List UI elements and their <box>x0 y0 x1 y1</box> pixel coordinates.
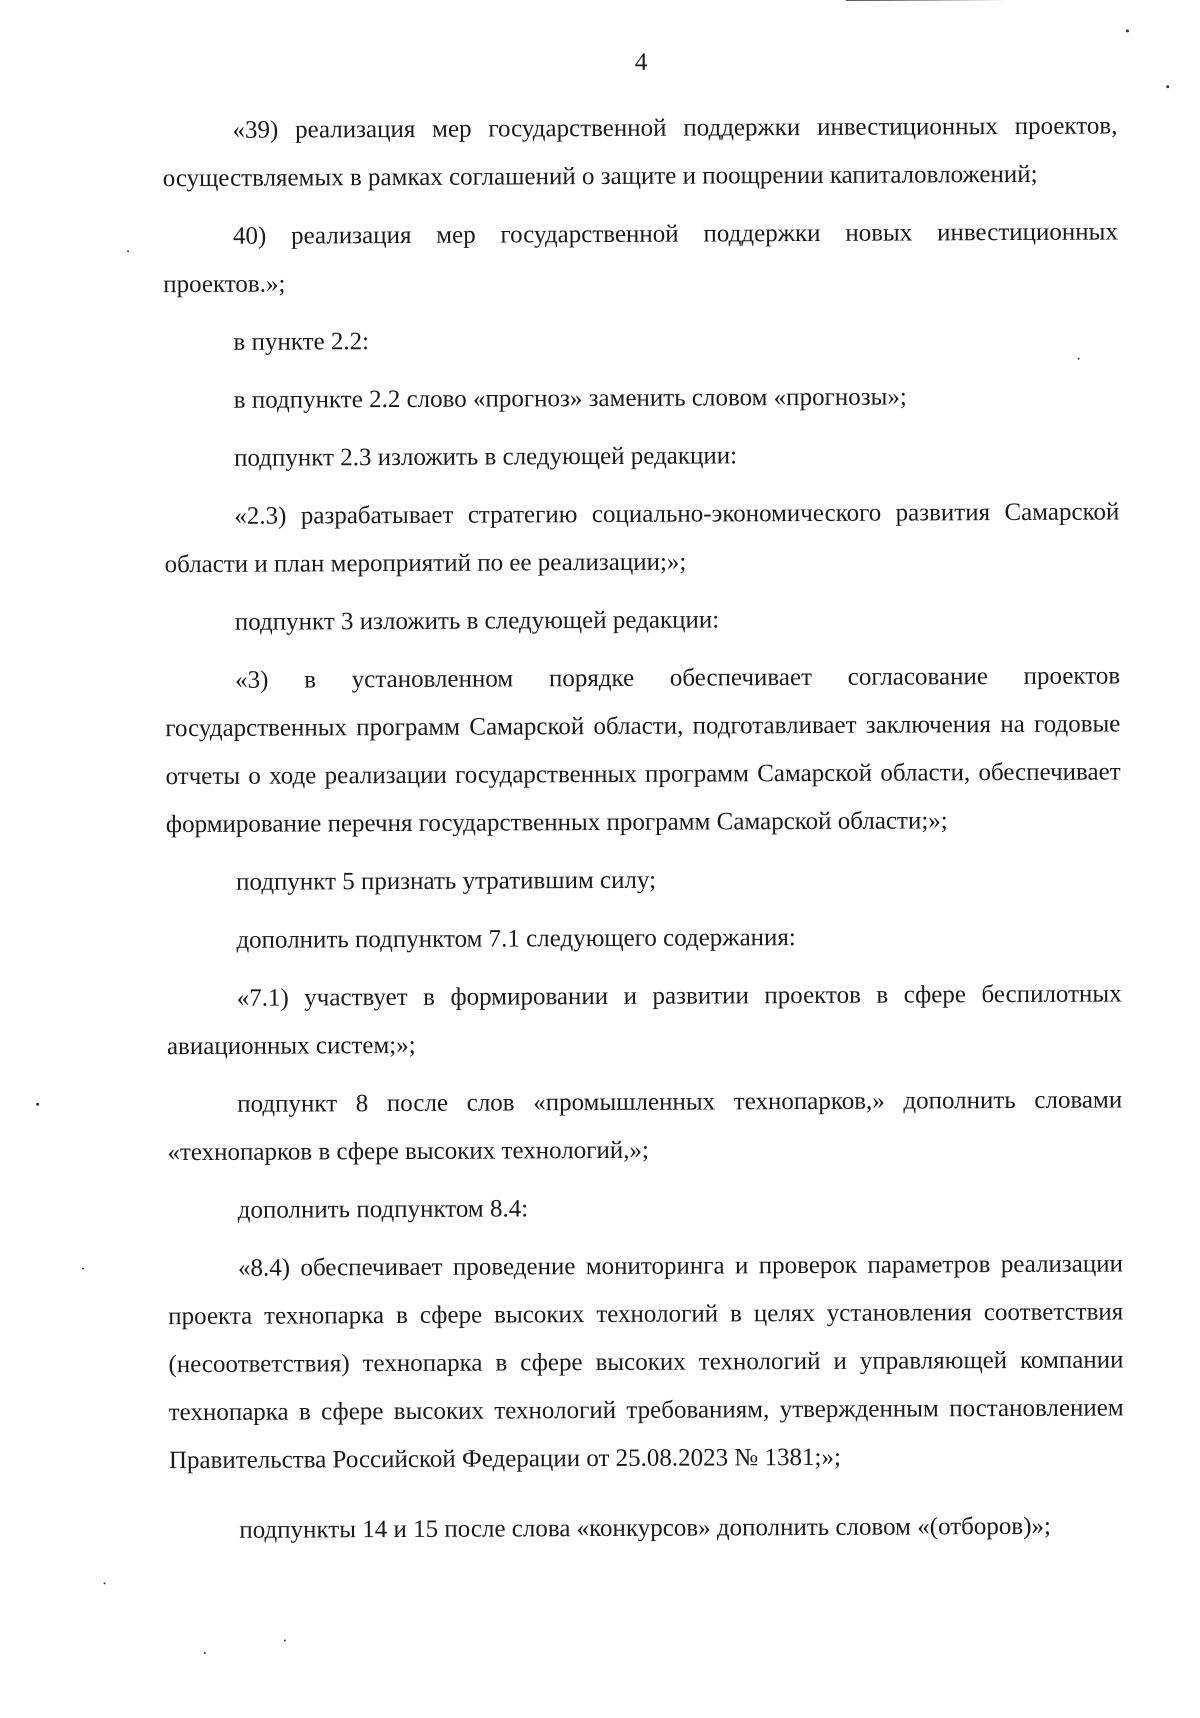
scan-speck <box>1078 358 1080 360</box>
scan-speck <box>36 1103 39 1106</box>
paragraph-subclause-2-3-text: «2.3) разрабатывает стратегию социально-экономического развития Самарской области и план мероприятий по ее реализации;»; <box>164 498 1120 579</box>
paragraph-in-clause-2-2: в пункте 2.2: <box>233 328 370 356</box>
paragraph-subclause-2-3-intro: подпункт 2.3 изложить в следующей редакции: <box>233 442 738 472</box>
scan-speck <box>1166 85 1169 88</box>
paragraph-subclauses-14-15: подпункты 14 и 15 после слова «конкурсов» дополнить словом «(отборов)»; <box>239 1512 1052 1544</box>
scan-speck <box>284 1640 286 1642</box>
scan-speck <box>1126 29 1129 32</box>
paragraph-subclause-7-1-intro: дополнить подпунктом 7.1 следующего содержания: <box>236 924 796 954</box>
scan-speck <box>104 1582 106 1584</box>
paragraph-subclause-8-4-text: «8.4) обеспечивает проведение мониторинга и проверок параметров реализации проекта технопарка в сфере высоких технологий в целях установления соответствия (несоответствия) технопарка в сфере высоких технологий и управляющей компании технопарка в сфере высоких технологий требованиям, утвержденным постановлением Правительства Российской Федерации от 25.08.2023 № 1381;»; <box>168 1250 1124 1475</box>
scan-speck <box>127 250 129 252</box>
paragraph-subclause-8-4-intro: дополнить подпунктом 8.4: <box>237 1195 529 1224</box>
document-body <box>162 102 1124 1555</box>
top-edge-rule <box>846 0 1196 1</box>
paragraph-subclause-7-1-text: «7.1) участвует в формировании и развитии проектов в сфере беспилотных авиационных систем;»; <box>166 980 1122 1061</box>
paragraph-subclause-8: подпункт 8 после слов «промышленных технопарков,» дополнить словами «технопарков в сфере высоких технологий,»; <box>167 1086 1123 1167</box>
paragraph-item-39: «39) реализация мер государственной поддержки инвестиционных проектов, осуществляемых в рамках соглашений о защите и поощрении капиталовложений; <box>162 112 1118 193</box>
paragraph-subclause-5: подпункт 5 признать утратившим силу; <box>236 866 657 896</box>
paragraph-item-40: 40) реализация мер государственной поддержки новых инвестиционных проектов.»; <box>163 218 1119 299</box>
paragraph-subclause-3-text: «3) в установленном порядке обеспечивает согласование проектов государственных программ Самарской области, подготавливает заключения на годовые отчеты о ходе реализации государственных программ Самарской области, обеспечивает формирование перечня государственных программ Самарской области;»; <box>165 662 1121 839</box>
paragraph-subclause-2-2: в подпункте 2.2 слово «прогноз» заменить словом «прогнозы»; <box>233 383 907 414</box>
scan-speck <box>82 1268 84 1270</box>
scan-speck <box>204 1652 206 1654</box>
paragraph-subclause-3-intro: подпункт 3 изложить в следующей редакции: <box>234 606 720 636</box>
page-number: 4 <box>634 48 648 76</box>
